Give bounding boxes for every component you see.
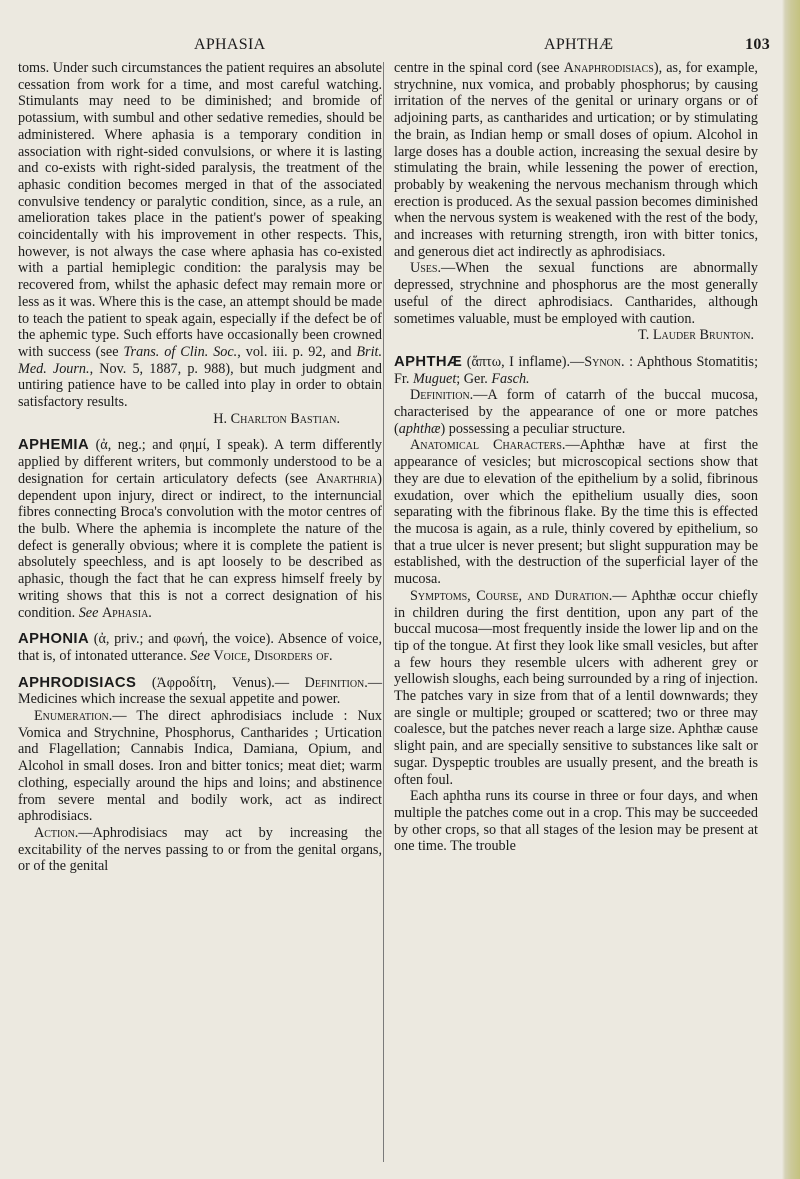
left-column [18,60,382,875]
headword-aphthae: APHTHÆ [394,353,463,370]
label-enumeration: Enumeration. [34,708,113,725]
aphthae-anatomical: Anatomical Characters.—Aphthæ have at first the appearance of vesicles; but microscopical sections show that they are due to elevation of the epithelium by a solid, fibrinous exudation, over which the epithelium usually dies, soon separating with the fibrinous flake. By the time this is effected the mucosa is again, as a rule, thinly covered by epithelium, so that a true ulcer is never present; but slight suppuration may be established, with the destruction of the superficial layer of the mucosa. [394,437,758,588]
label-symptoms: Symptoms, Course, and Duration. [410,587,613,604]
xref-anarthria: Anarthria [315,470,378,487]
label-action: Action. [34,824,79,841]
label-anatomical: Anatomical Characters. [410,437,566,454]
headword-aphonia: APHONIA [18,631,90,648]
label-aphthae-definition: Definition. [410,387,474,404]
headword-aphrodisiacs: APHRODISIACS [18,674,137,691]
right-column [394,60,758,855]
aphrodisiacs-enumeration: Enumeration.— The direct aphrodisiacs include : Nux Vomica and Strychnine, Phosphorus, Cantharides ; Urtication and Flagellation; Cannabis Indica, Damiana, Opium, and Alcohol in small doses. Iron and bitter tonics; meat diet; warm clothing, especially around the hips and loins; and abstinence from severe mental and bodily work, act as indirect aphrodisiacs. [18,708,382,825]
aphasia-continuation: toms. Under such circumstances the patient requires an absolute cessation from work for a time, and most careful watching. Stimulants may need to be diminished; and bromide of potassium, with sumbul and other sedative remedies, should be administered. Where aphasia is a temporary condition in association with right-sided convulsions, or where it is lasting and co-exists with right-sided paralysis, the treatment of the aphasic condition becomes merged in that of the associated convulsive tendency or paralytic condition, since, as a rule, an amelioration takes place in the patient's power of speaking coincidentally with his improvement in other respects. This, however, is not always the case where aphasia has co-existed with a partial hemiplegic condition: the paralysis may be recovered from, whilst the aphasic defect may remain more or less as it was. Where this is the case, an attempt should be made to teach the patient to speak again, especially if the defect be of the aphemic type. Such efforts have occasionally been crowned with success (see Trans. of Clin. Soc., vol. iii. p. 92, and Brit. Med. Journ., Nov. 5, 1887, p. 988), but much judgment and untiring patience have to be called into play in order to obtain satisfactory results. [18,60,382,411]
page-number: 103 [745,36,770,53]
headword-aphemia: APHEMIA [18,437,90,454]
entry-aphthae: APHTHÆ (ἅπτω, I inflame).—Synon. : Aphthous Stomatitis; Fr. Muguet; Ger. Fasch. [394,353,759,387]
xref-aphasia: Aphasia. [101,604,152,621]
entry-aphrodisiacs: APHRODISIACS (Ἀφροδίτη, Venus).— Definition.—Medicines which increase the sexual appetite and power. [18,674,383,708]
column-divider [383,62,384,1162]
aphrodisiacs-action: Action.—Aphrodisiacs may act by increasing the excitability of the nerves passing to or from the genital organs, or of the genital [18,824,382,875]
entry-aphonia: APHONIA (ἀ, priv.; and φωνή, the voice). Absence of voice, that is, of intonated utterance. See Voice, Disorders of. [18,631,383,664]
aphthae-definition: Definition.—A form of catarrh of the buccal mucosa, characterised by the appearance of one or more patches (aphthæ) possessing a peculiar structure. [394,387,758,437]
xref-anaphrodisiacs: Anaphrodisiacs [563,60,654,76]
aphthae-course: Each aphtha runs its course in three or four days, and when multiple the patches come out in a crop. This may be succeeded by other crops, so that all stages of the lesion may be present at one time. The trouble [394,788,758,855]
xref-voice: Voice, Disorders of. [213,647,333,664]
label-definition: Definition. [304,674,368,691]
aphthae-symptoms: Symptoms, Course, and Duration.— Aphthæ occur chiefly in children during the first dentition, upon any part of the buccal mucosa—most frequently inside the lower lip and on the tip of the tongue. At first they look like small vesicles, but after a few hours they resemble ulcers with adherent grey or yellowish sloughs, each being surrounded by a ring of injection. The patches vary in size from that of a lentil downwards; they are single or multiple; grouped or scattered; two or three may coalesce, but the patches never reach a large size. Aphthæ cause slight pain, and are specially sensitive to substances like salt or sugar. Dyspeptic troubles are usually present, and the breath is often foul. [394,587,758,788]
entry-aphemia: APHEMIA (ἀ, neg.; and φημί, I speak). A term differently applied by different writers, but commonly understood to be a designation for certain articulatory defects (see Anarthria) dependent upon injury, direct or indirect, to the internuncial fibres connecting Broca's convolution with the motor centres of the bulb. Where the aphemia is incomplete the nature of the defect is generally obvious; where it is complete the patient is absolutely speechless, and is apt loosely to be described as aphasic, though the fact that he can express himself freely by writing shows that this is not a correct designation of his condition. See Aphasia. [18,437,382,621]
aphrodisiacs-author: T. Lauder Brunton. [638,327,754,344]
label-synon: Synon. [584,353,625,370]
aphasia-author: H. Charlton Bastian. [213,410,340,427]
running-head-right: APHTHÆ [544,36,614,53]
running-head-left: APHASIA [194,36,266,53]
label-uses: Uses. [410,260,442,277]
running-header [14,36,774,62]
action-continuation: centre in the spinal cord (see Anaphrodisiacs), as, for example, strychnine, nux vomica, and probably phosphorus; by causing irritation of the nerves of the genital or urinary organs or of adjoining parts, as cantharides and urtication; or by stimulating the brain, as Indian hemp or small doses of opium. Alcohol in large doses has a double action, increasing the sexual desire by stimulating the brain, while lessening the power of erection, probably by weakening the nervous mechanism through which erection is produced. As the sexual passion becomes diminished when the nervous system is weakened with the rest of the body, and increases with returning strength, iron with bitter tonics, and generous diet act indirectly as aphrodisiacs. [394,60,758,260]
page-edge-shadow [782,0,800,1179]
aphrodisiacs-uses: Uses.—When the sexual functions are abnormally depressed, strychnine and phosphorus are the most generally useful of the direct aphrodisiacs. Cantharides, although sometimes valuable, must be employed with caution. [394,260,758,327]
